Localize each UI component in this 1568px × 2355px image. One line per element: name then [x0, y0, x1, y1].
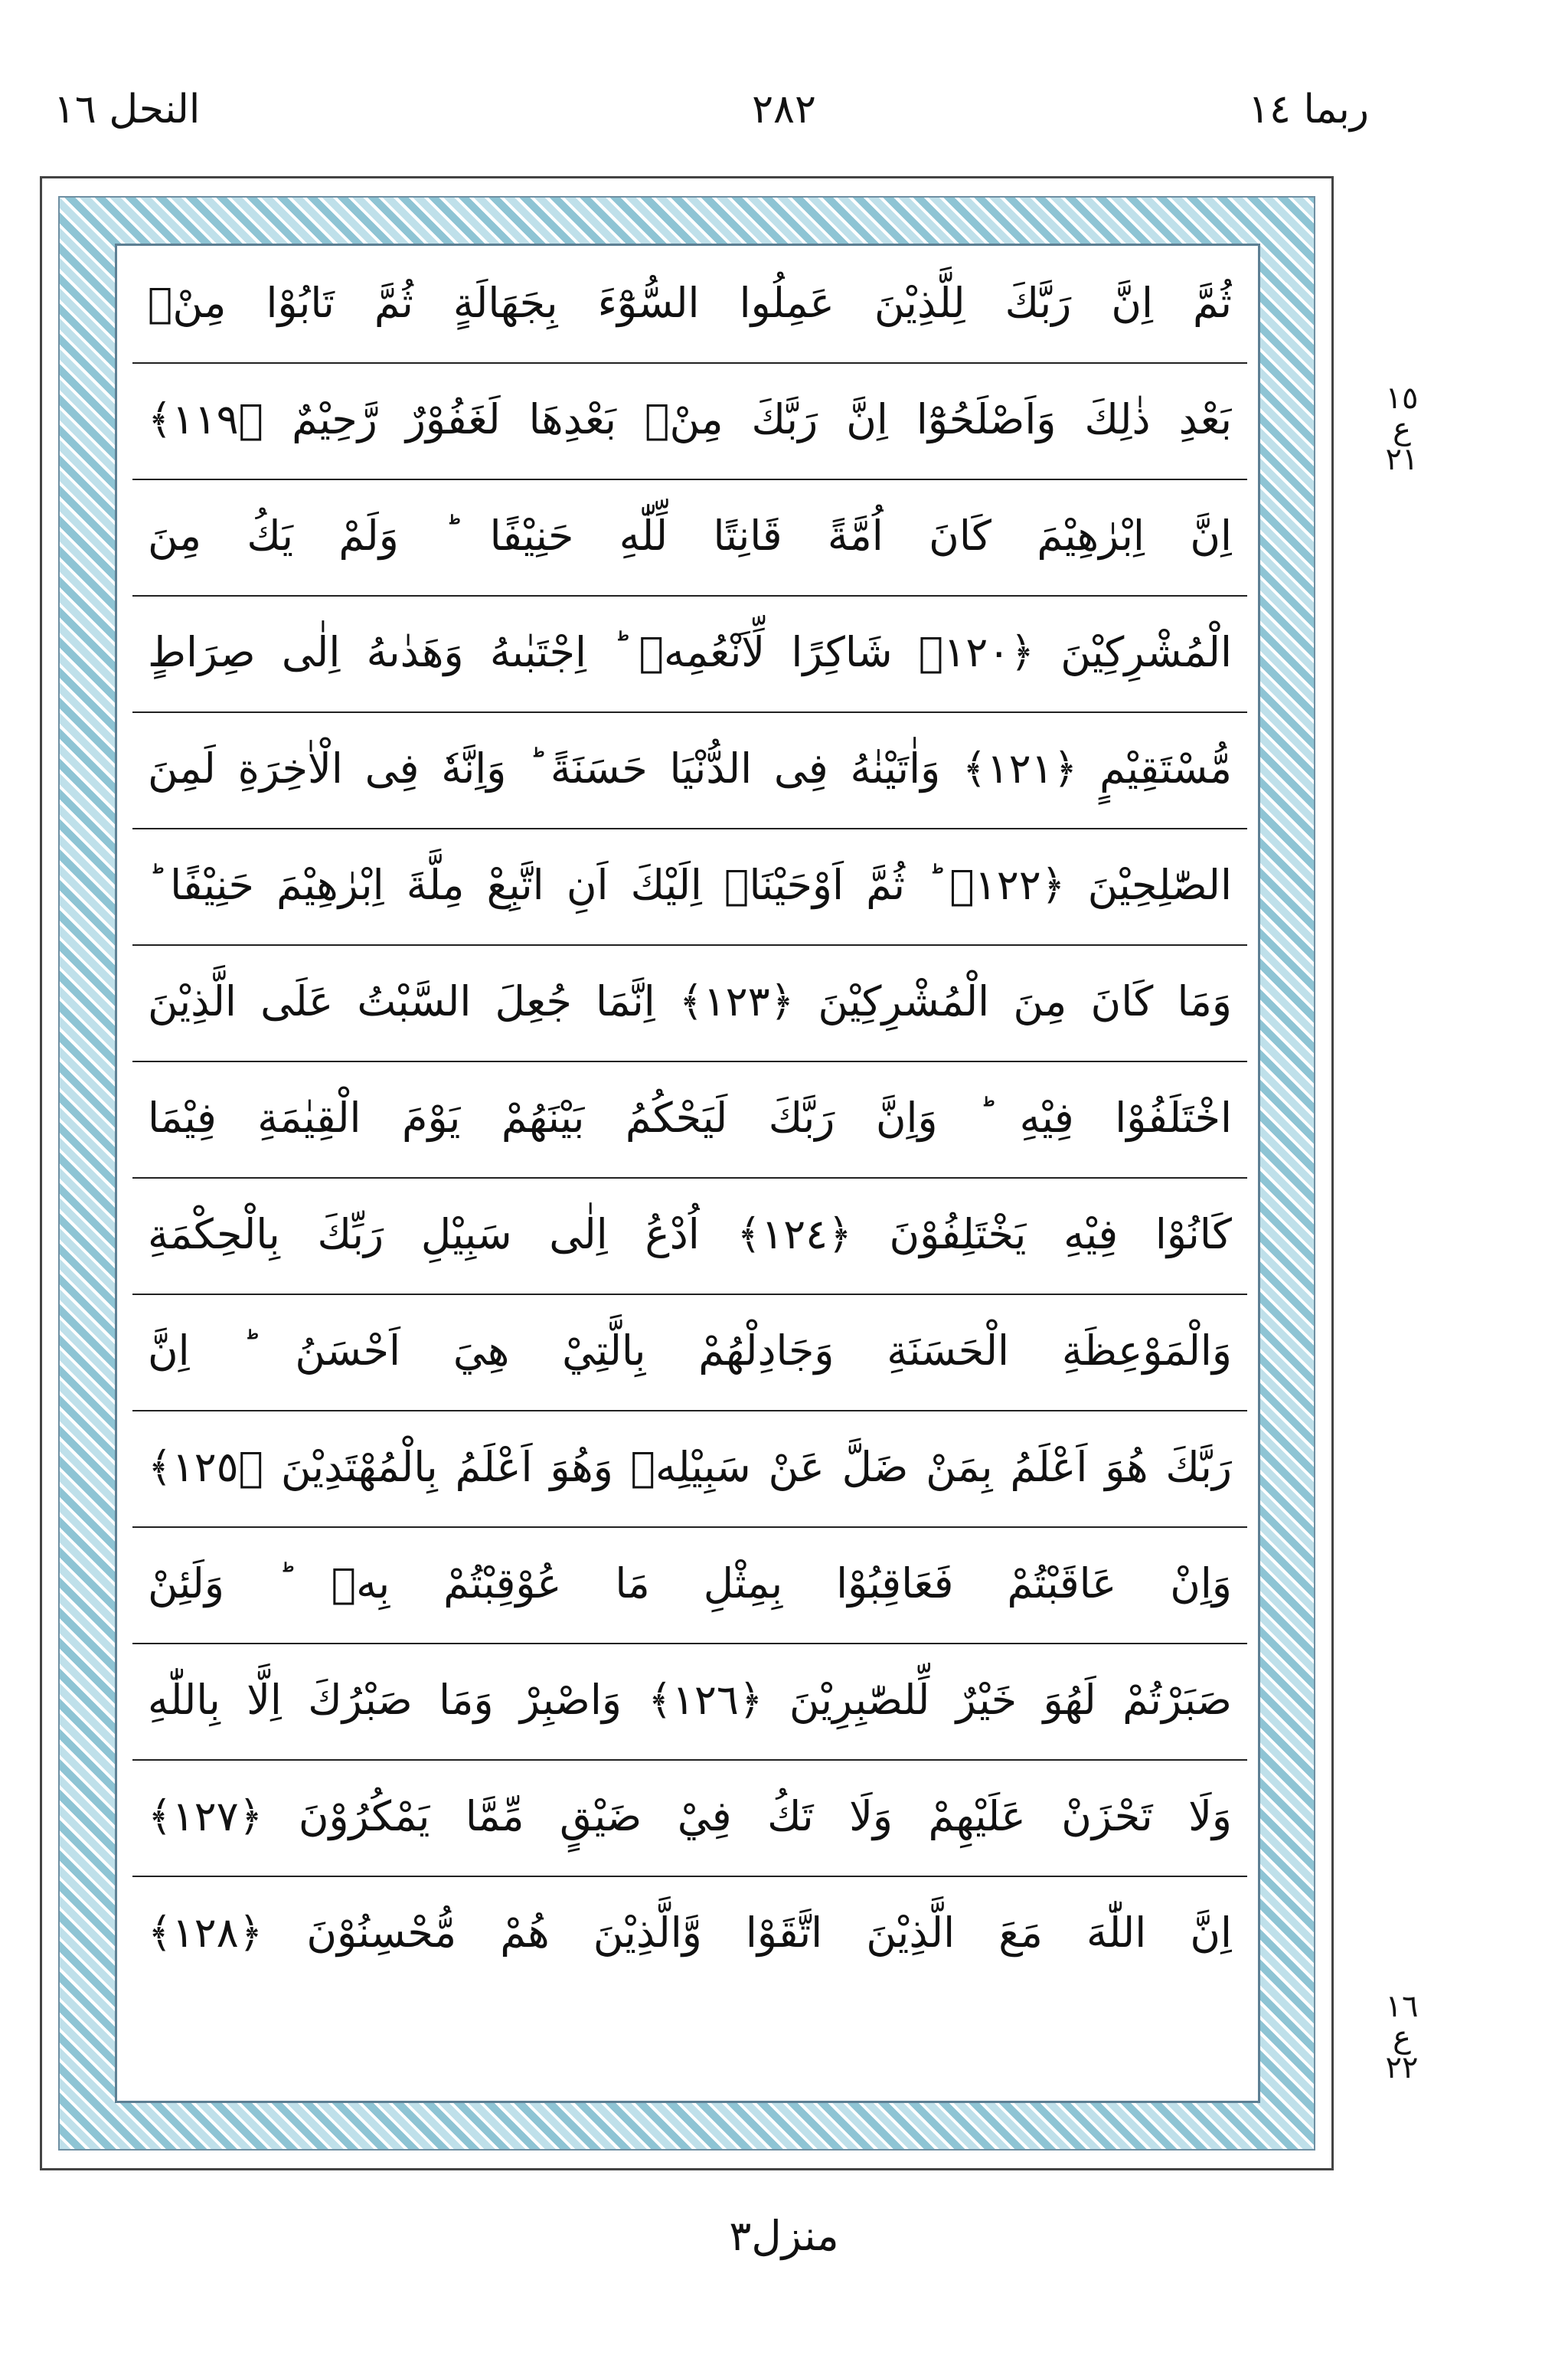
ruku-marker-2-bottom: ٢٢	[1385, 2050, 1419, 2085]
verse-line-14: وَلَا تَحْزَنْ عَلَيْهِمْ وَلَا تَكُ فِيْ ضَيْقٍ مِّمَّا يَمْكُرُوْنَ ﴿١٢٧﴾	[148, 1792, 1232, 1840]
verse-line-2: بَعْدِ ذٰلِكَ وَاَصْلَحُوْٓا اِنَّ رَبَّكَ مِنْۢ بَعْدِهَا لَغَفُوْرٌ رَّحِيْمٌ ﴿١١٩﴾	[148, 395, 1232, 443]
ruku-marker-1-symbol: ع	[1393, 411, 1411, 446]
ruku-marker-2-symbol: ع	[1393, 2020, 1411, 2055]
page-number: ٢٨٢	[752, 87, 816, 132]
ruku-marker-2	[1367, 1991, 1436, 2083]
verse-line-12: وَاِنْ عَاقَبْتُمْ فَعَاقِبُوْا بِمِثْلِ مَا عُوْقِبْتُمْ بِهٖ ؕ وَلَئِنْ	[148, 1559, 1232, 1608]
verse-line-9: كَانُوْا فِيْهِ يَخْتَلِفُوْنَ ﴿١٢٤﴾ اُدْعُ اِلٰى سَبِيْلِ رَبِّكَ بِالْحِكْمَةِ	[148, 1210, 1232, 1258]
verse-line-1: ثُمَّ اِنَّ رَبَّكَ لِلَّذِيْنَ عَمِلُوا السُّوْٓءَ بِجَهَالَةٍ ثُمَّ تَابُوْا مِنْۢ	[148, 279, 1232, 327]
verse-line-4: الْمُشْرِكِيْنَ ﴿١٢٠﴾ شَاكِرًا لِّاَنْعُمِهٖ ؕ اِجْتَبٰىهُ وَهَدٰىهُ اِلٰى صِرَاطٍ	[148, 628, 1232, 676]
ruku-marker-1-top: ١٥	[1385, 381, 1419, 416]
ruku-marker-1-bottom: ٢١	[1385, 442, 1419, 477]
ruku-marker-1	[1367, 383, 1436, 475]
verse-line-13: صَبَرْتُمْ لَهُوَ خَيْرٌ لِّلصّٰبِرِيْنَ ﴿١٢٦﴾ وَاصْبِرْ وَمَا صَبْرُكَ اِلَّا بِاللّٰهِ	[148, 1676, 1232, 1724]
surah-header: النحل ١٦	[54, 87, 201, 132]
ruku-marker-2-top: ١٦	[1385, 1989, 1419, 2024]
quran-text-panel	[115, 244, 1260, 2103]
verse-line-15: اِنَّ اللّٰهَ مَعَ الَّذِيْنَ اتَّقَوْا وَّالَّذِيْنَ هُمْ مُّحْسِنُوْنَ ﴿١٢٨﴾	[148, 1909, 1232, 1957]
verse-line-3: اِنَّ اِبْرٰهِيْمَ كَانَ اُمَّةً قَانِتًا لِّلّٰهِ حَنِيْفًا ؕ وَلَمْ يَكُ مِنَ	[148, 512, 1232, 560]
verse-line-11: رَبَّكَ هُوَ اَعْلَمُ بِمَنْ ضَلَّ عَنْ سَبِيْلِهٖ وَهُوَ اَعْلَمُ بِالْمُهْتَدِيْنَ ﴿١٢٥﴾	[148, 1443, 1232, 1491]
para-header: ربما ١٤	[1248, 87, 1369, 132]
verse-line-5: مُّسْتَقِيْمٍ ﴿١٢١﴾ وَاٰتَيْنٰهُ فِى الدُّنْيَا حَسَنَةً ؕ وَاِنَّهٗ فِى الْاٰخِرَةِ لَمِنَ	[148, 744, 1232, 793]
verse-line-10: وَالْمَوْعِظَةِ الْحَسَنَةِ وَجَادِلْهُمْ بِالَّتِيْ هِيَ اَحْسَنُ ؕ اِنَّ	[148, 1326, 1232, 1375]
verse-line-6: الصّٰلِحِيْنَ ﴿١٢٢﴾ ؕ ثُمَّ اَوْحَيْنَاۤ اِلَيْكَ اَنِ اتَّبِعْ مِلَّةَ اِبْرٰهِيْمَ حَنِيْفًا ؕ	[148, 861, 1232, 909]
verse-line-8: اخْتَلَفُوْا فِيْهِ ؕ وَاِنَّ رَبَّكَ لَيَحْكُمُ بَيْنَهُمْ يَوْمَ الْقِيٰمَةِ فِيْمَا	[148, 1094, 1232, 1142]
verse-line-7: وَمَا كَانَ مِنَ الْمُشْرِكِيْنَ ﴿١٢٣﴾ اِنَّمَا جُعِلَ السَّبْتُ عَلَى الَّذِيْنَ	[148, 977, 1232, 1025]
manzil-footer: منزل٣	[729, 2212, 839, 2260]
